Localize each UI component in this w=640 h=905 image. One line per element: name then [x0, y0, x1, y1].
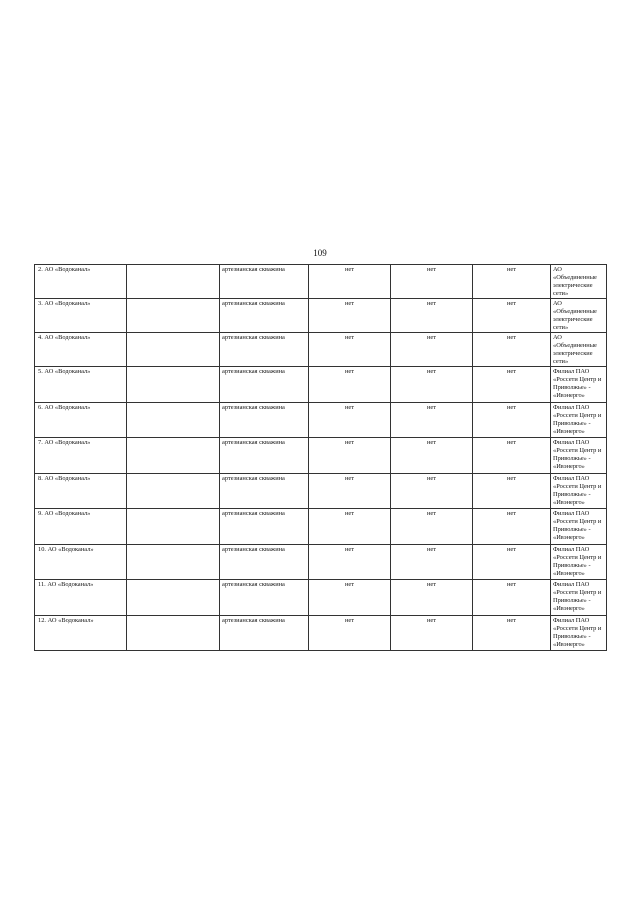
empty-cell — [127, 402, 220, 438]
table-row — [35, 299, 607, 333]
empty-cell — [127, 473, 220, 509]
value-cell: нет — [391, 265, 473, 299]
source-cell: артезианская скважина — [220, 615, 309, 651]
value-cell: нет — [473, 265, 551, 299]
value-cell: нет — [473, 580, 551, 616]
row-name-cell: 11. АО «Водоканал» — [35, 580, 127, 616]
row-name-cell: 5. АО «Водоканал» — [35, 367, 127, 403]
table-row — [35, 402, 607, 438]
source-cell: артезианская скважина — [220, 438, 309, 474]
value-cell: нет — [473, 544, 551, 580]
org-cell: Филиал ПАО «Россети Центр и Приволжье» - «Ивэнерго» — [551, 509, 607, 545]
value-cell: нет — [309, 367, 391, 403]
org-cell: Филиал ПАО «Россети Центр и Приволжье» - «Ивэнерго» — [551, 473, 607, 509]
org-cell: Филиал ПАО «Россети Центр и Приволжье» - «Ивэнерго» — [551, 580, 607, 616]
value-cell: нет — [473, 402, 551, 438]
table-row — [35, 544, 607, 580]
org-cell: Филиал ПАО «Россети Центр и Приволжье» - «Ивэнерго» — [551, 402, 607, 438]
row-name-cell: 12. АО «Водоканал» — [35, 615, 127, 651]
value-cell: нет — [473, 509, 551, 545]
value-cell: нет — [391, 402, 473, 438]
value-cell: нет — [309, 402, 391, 438]
value-cell: нет — [391, 333, 473, 367]
row-name-cell: 2. АО «Водоканал» — [35, 265, 127, 299]
org-cell: Филиал ПАО «Россети Центр и Приволжье» - «Ивэнерго» — [551, 544, 607, 580]
source-cell: артезианская скважина — [220, 544, 309, 580]
value-cell: нет — [309, 299, 391, 333]
org-cell: АО «Объединенные электрические сети» — [551, 333, 607, 367]
source-cell: артезианская скважина — [220, 265, 309, 299]
value-cell: нет — [309, 509, 391, 545]
table-row — [35, 333, 607, 367]
source-cell: артезианская скважина — [220, 333, 309, 367]
source-cell: артезианская скважина — [220, 509, 309, 545]
table-row — [35, 473, 607, 509]
table-row — [35, 367, 607, 403]
value-cell: нет — [391, 438, 473, 474]
value-cell: нет — [473, 299, 551, 333]
value-cell: нет — [309, 333, 391, 367]
source-cell: артезианская скважина — [220, 299, 309, 333]
empty-cell — [127, 544, 220, 580]
empty-cell — [127, 580, 220, 616]
value-cell: нет — [391, 544, 473, 580]
value-cell: нет — [473, 438, 551, 474]
value-cell: нет — [391, 580, 473, 616]
value-cell: нет — [473, 367, 551, 403]
row-name-cell: 8. АО «Водоканал» — [35, 473, 127, 509]
value-cell: нет — [473, 615, 551, 651]
source-cell: артезианская скважина — [220, 473, 309, 509]
table-row — [35, 615, 607, 651]
org-cell: Филиал ПАО «Россети Центр и Приволжье» - «Ивэнерго» — [551, 438, 607, 474]
value-cell: нет — [391, 367, 473, 403]
value-cell: нет — [309, 615, 391, 651]
row-name-cell: 3. АО «Водоканал» — [35, 299, 127, 333]
table-row — [35, 265, 607, 299]
page-number: 109 — [313, 248, 327, 258]
empty-cell — [127, 367, 220, 403]
empty-cell — [127, 509, 220, 545]
value-cell: нет — [309, 265, 391, 299]
value-cell: нет — [309, 473, 391, 509]
org-cell: Филиал ПАО «Россети Центр и Приволжье» - «Ивэнерго» — [551, 615, 607, 651]
empty-cell — [127, 333, 220, 367]
value-cell: нет — [473, 333, 551, 367]
value-cell: нет — [309, 544, 391, 580]
row-name-cell: 7. АО «Водоканал» — [35, 438, 127, 474]
source-cell: артезианская скважина — [220, 367, 309, 403]
row-name-cell: 9. АО «Водоканал» — [35, 509, 127, 545]
table-row — [35, 438, 607, 474]
empty-cell — [127, 265, 220, 299]
empty-cell — [127, 615, 220, 651]
value-cell: нет — [309, 580, 391, 616]
value-cell: нет — [391, 509, 473, 545]
value-cell: нет — [391, 615, 473, 651]
value-cell: нет — [391, 473, 473, 509]
table-row — [35, 509, 607, 545]
org-cell: Филиал ПАО «Россети Центр и Приволжье» - «Ивэнерго» — [551, 367, 607, 403]
source-cell: артезианская скважина — [220, 580, 309, 616]
table-row — [35, 580, 607, 616]
org-cell: АО «Объединенные электрические сети» — [551, 299, 607, 333]
value-cell: нет — [309, 438, 391, 474]
row-name-cell: 6. АО «Водоканал» — [35, 402, 127, 438]
empty-cell — [127, 299, 220, 333]
data-table — [34, 264, 607, 651]
value-cell: нет — [473, 473, 551, 509]
row-name-cell: 10. АО «Водоканал» — [35, 544, 127, 580]
source-cell: артезианская скважина — [220, 402, 309, 438]
org-cell: АО «Объединенные электрические сети» — [551, 265, 607, 299]
empty-cell — [127, 438, 220, 474]
value-cell: нет — [391, 299, 473, 333]
row-name-cell: 4. АО «Водоканал» — [35, 333, 127, 367]
